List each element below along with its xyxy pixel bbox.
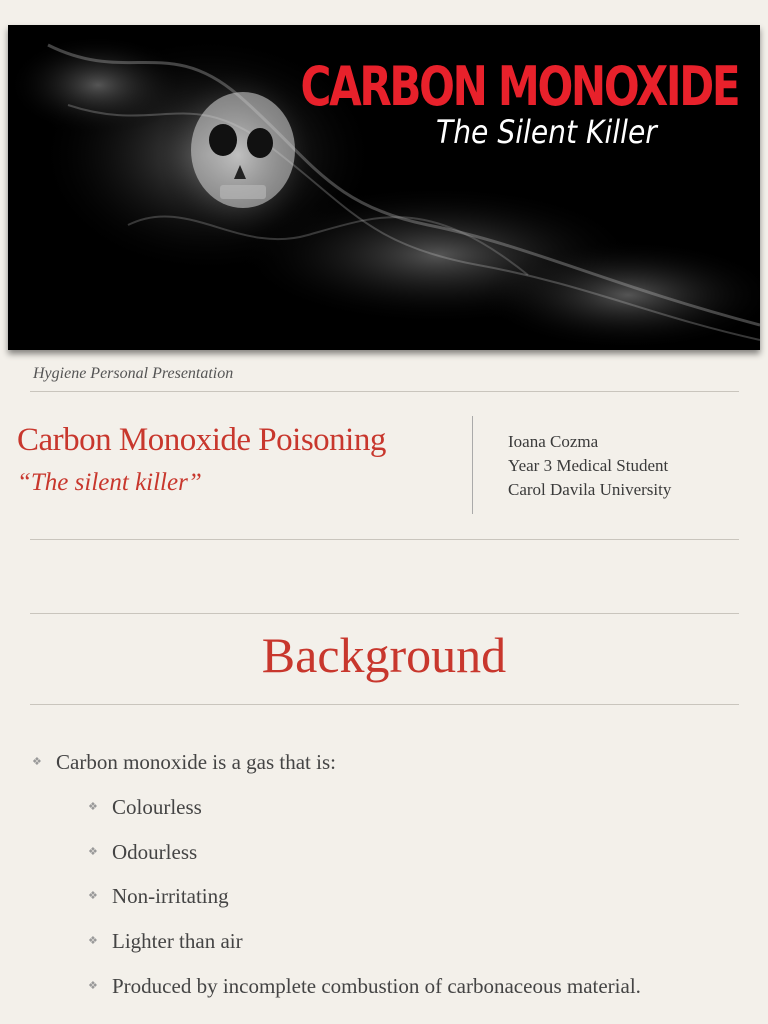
author-info	[508, 430, 671, 502]
list-item-text: Lighter than air	[112, 929, 243, 953]
author-role: Year 3 Medical Student	[508, 456, 669, 475]
list-item-text: Colourless	[112, 795, 202, 819]
diamond-bullet-icon: ❖	[32, 756, 42, 768]
title-block	[17, 422, 386, 497]
divider-line	[30, 613, 739, 614]
list-item	[88, 884, 229, 909]
diamond-bullet-icon: ❖	[88, 890, 98, 902]
diamond-bullet-icon: ❖	[88, 801, 98, 813]
diamond-bullet-icon: ❖	[88, 980, 98, 992]
section-title: Background	[261, 627, 507, 683]
author-university: Carol Davila University	[508, 480, 672, 499]
divider-line	[30, 539, 739, 540]
list-item	[88, 840, 198, 865]
list-item	[88, 974, 641, 999]
list-item-text: Carbon monoxide is a gas that is:	[56, 750, 336, 774]
hero-subtitle: The Silent Killer	[436, 113, 657, 151]
vertical-divider	[472, 416, 473, 514]
divider-line	[30, 704, 739, 705]
presentation-subtitle: “The silent killer”	[17, 469, 202, 496]
list-item	[88, 929, 243, 954]
diamond-bullet-icon: ❖	[88, 846, 98, 858]
list-item	[88, 795, 202, 820]
list-item	[32, 750, 336, 775]
list-item-text: Non-irritating	[112, 884, 229, 908]
diamond-bullet-icon: ❖	[88, 935, 98, 947]
divider-line	[30, 391, 739, 392]
image-caption: Hygiene Personal Presentation	[33, 365, 234, 382]
author-name: Ioana Cozma	[508, 432, 599, 451]
presentation-title: Carbon Monoxide Poisoning	[17, 422, 386, 458]
hero-title: CARBON MONOXIDE	[300, 55, 738, 118]
list-item-text: Produced by incomplete combustion of carbonaceous material.	[112, 974, 641, 998]
hero-banner	[8, 25, 760, 350]
list-item-text: Odourless	[112, 840, 198, 864]
